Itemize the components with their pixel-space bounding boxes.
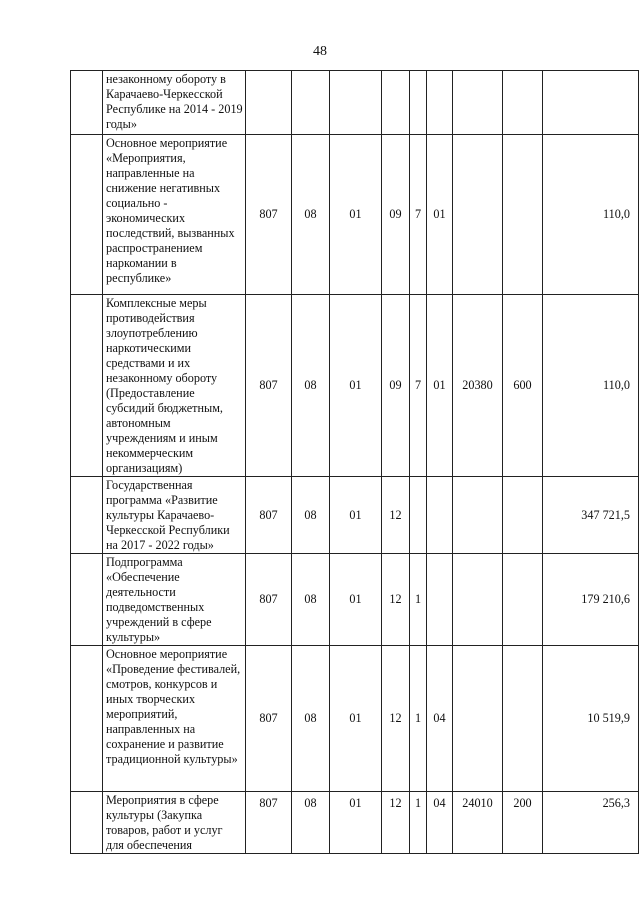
programma-code: 12 [382,792,410,854]
podprogramma-code: 1 [410,646,427,792]
amount: 347 721,5 [543,477,639,554]
row-name [103,646,246,792]
blank-cell [71,554,103,646]
blank-cell [71,792,103,854]
amount: 110,0 [543,135,639,295]
razdel-code: 08 [292,135,330,295]
table-row [71,792,639,854]
vid-code [503,554,543,646]
programma-code: 09 [382,135,410,295]
podprogramma-code: 7 [410,295,427,477]
napravlenie-code: 24010 [453,792,503,854]
programma-code: 12 [382,477,410,554]
programma-code: 09 [382,295,410,477]
podprogramma-code: 1 [410,792,427,854]
razdel-code: 08 [292,477,330,554]
programma-code: 12 [382,554,410,646]
programma-code [382,71,410,135]
vid-code [503,646,543,792]
amount [543,71,639,135]
adm-code: 807 [246,477,292,554]
meropriyatie-code: 01 [427,295,453,477]
vid-code [503,71,543,135]
row-name [103,295,246,477]
razdel-code [292,71,330,135]
table-row [71,646,639,792]
amount: 256,3 [543,792,639,854]
row-name-text: Основное мероприятие «Проведение фестивалей, смотров, конкурсов и иных творческих мероприятий, направленных на сохранение и развитие традиционной культуры» [106,647,241,766]
programma-code: 12 [382,646,410,792]
razdel-code: 08 [292,646,330,792]
podrazdel-code: 01 [330,554,382,646]
napravlenie-code [453,477,503,554]
podprogramma-code: 1 [410,554,427,646]
table-row [71,295,639,477]
podprogramma-code [410,477,427,554]
amount: 110,0 [543,295,639,477]
vid-code: 200 [503,792,543,854]
blank-cell [71,135,103,295]
table-row [71,71,639,135]
meropriyatie-code: 01 [427,135,453,295]
podrazdel-code: 01 [330,477,382,554]
row-name [103,71,246,135]
amount: 10 519,9 [543,646,639,792]
adm-code: 807 [246,792,292,854]
razdel-code: 08 [292,792,330,854]
budget-table [70,70,639,854]
napravlenie-code [453,135,503,295]
napravlenie-code [453,71,503,135]
meropriyatie-code [427,477,453,554]
podrazdel-code: 01 [330,792,382,854]
meropriyatie-code: 04 [427,792,453,854]
meropriyatie-code: 04 [427,646,453,792]
blank-cell [71,295,103,477]
razdel-code: 08 [292,554,330,646]
adm-code [246,71,292,135]
row-name-text: Комплексные меры противодействия злоупотреблению наркотическими средствами и их незаконному обороту (Предоставление субсидий бюджетным, автономным учреждениям и иным некоммерческим организациям) [106,296,223,475]
row-name-text: Подпрограмма «Обеспечение деятельности подведомственных учреждений в сфере культуры» [106,555,212,644]
napravlenie-code: 20380 [453,295,503,477]
meropriyatie-code [427,71,453,135]
blank-cell [71,71,103,135]
row-name-text: Мероприятия в сфере культуры (Закупка товаров, работ и услуг для обеспечения [106,793,223,852]
table-row [71,135,639,295]
amount: 179 210,6 [543,554,639,646]
row-name [103,792,246,854]
vid-code: 600 [503,295,543,477]
podrazdel-code: 01 [330,646,382,792]
adm-code: 807 [246,135,292,295]
napravlenie-code [453,646,503,792]
adm-code: 807 [246,295,292,477]
row-name [103,135,246,295]
razdel-code: 08 [292,295,330,477]
vid-code [503,135,543,295]
row-name-text: Основное мероприятие «Мероприятия, направленные на снижение негативных социально - экономических последствий, вызванных распространением наркомании в республике» [106,136,235,285]
napravlenie-code [453,554,503,646]
meropriyatie-code [427,554,453,646]
podprogramma-code: 7 [410,135,427,295]
vid-code [503,477,543,554]
podrazdel-code: 01 [330,295,382,477]
table-row [71,554,639,646]
adm-code: 807 [246,646,292,792]
blank-cell [71,646,103,792]
row-name [103,477,246,554]
adm-code: 807 [246,554,292,646]
row-name [103,554,246,646]
blank-cell [71,477,103,554]
row-name-text: Государственная программа «Развитие культуры Карачаево-Черкесской Республики на 2017 - 2022 годы» [106,478,230,552]
row-name-text: незаконному обороту в Карачаево-Черкесской Республике на 2014 - 2019 годы» [106,72,243,131]
podrazdel-code: 01 [330,135,382,295]
podrazdel-code [330,71,382,135]
table-row [71,477,639,554]
page-number: 48 [313,44,327,59]
podprogramma-code [410,71,427,135]
